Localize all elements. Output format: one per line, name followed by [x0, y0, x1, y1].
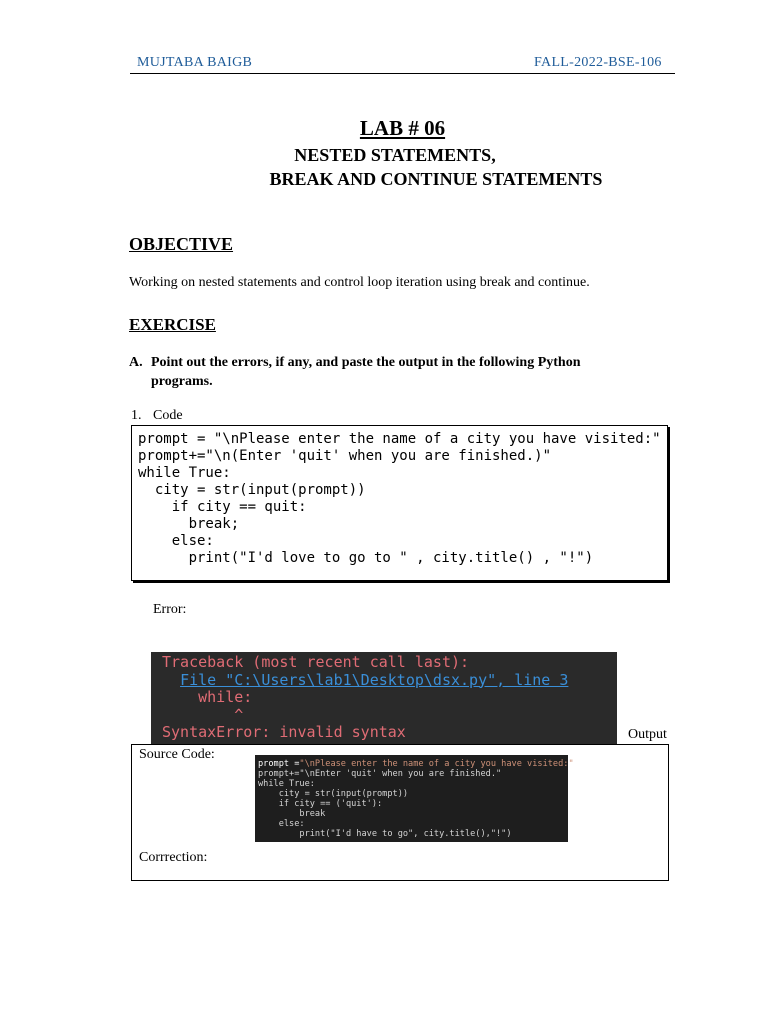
traceback-line: Traceback (most recent call last): — [162, 653, 470, 671]
code-line: prompt = "\nPlease enter the name of a city you have visited:" — [138, 431, 661, 447]
lab-subtitle-line1: NESTED STATEMENTS, — [294, 145, 496, 165]
snippet-line: if city == ('quit'): — [258, 799, 383, 809]
source-code-label: Source Code: — [139, 747, 215, 762]
lab-subtitle-line2: BREAK AND CONTINUE STATEMENTS — [269, 169, 603, 189]
snippet-line: else: — [258, 819, 305, 829]
exercise-heading: EXERCISE — [129, 315, 216, 334]
header-rule — [130, 73, 675, 74]
question-text-line1: Point out the errors, if any, and paste the output in the following Python — [151, 355, 581, 370]
traceback-caret: ^ — [162, 705, 244, 724]
snippet-line: print("I'd have to go", city.title(),"!") — [258, 829, 512, 839]
code-line: while True: — [138, 465, 231, 481]
snippet-line: prompt ="\nPlease enter the name of a city you have visited:" — [258, 759, 574, 769]
traceback-file-link: File "C:\Users\lab1\Desktop\dsx.py", line 3 — [180, 670, 569, 689]
snippet-line: city = str(input(prompt)) — [258, 789, 409, 799]
output-label: Output — [628, 727, 667, 742]
item-label: Code — [153, 408, 183, 423]
snippet-line: break — [258, 809, 326, 819]
question-marker: A. — [129, 355, 143, 370]
traceback-error: SyntaxError: invalid syntax — [162, 723, 406, 741]
snippet-line: prompt+="\nEnter 'quit' when you are finished." — [258, 769, 502, 779]
traceback-file-line — [162, 672, 617, 690]
source-code-image — [255, 755, 574, 842]
traceback-line: while: — [162, 688, 253, 706]
objective-heading: OBJECTIVE — [129, 234, 234, 254]
header-author: MUJTABA BAIGB — [137, 55, 253, 70]
header-course-code: FALL-2022-BSE-106 — [534, 55, 662, 70]
code-box — [131, 425, 668, 581]
output-box — [131, 744, 669, 881]
snippet-line: while True: — [258, 779, 315, 789]
question-text-line2: programs. — [151, 374, 213, 389]
item-number: 1. — [131, 408, 142, 423]
code-line: prompt+="\n(Enter 'quit' when you are finished.)" — [138, 448, 552, 464]
correction-label: Corrrection: — [139, 850, 208, 865]
objective-text: Working on nested statements and control loop iteration using break and continue. — [129, 275, 590, 290]
code-line: else: — [138, 533, 214, 549]
code-line: city = str(input(prompt)) — [138, 482, 366, 498]
code-line: print("I'd love to go to " , city.title() , "!") — [138, 550, 594, 566]
code-line: if city == quit: — [138, 499, 307, 515]
error-label: Error: — [153, 602, 187, 617]
error-traceback-image — [151, 652, 617, 744]
code-line: break; — [138, 516, 240, 532]
lab-title: LAB # 06 — [359, 116, 446, 140]
